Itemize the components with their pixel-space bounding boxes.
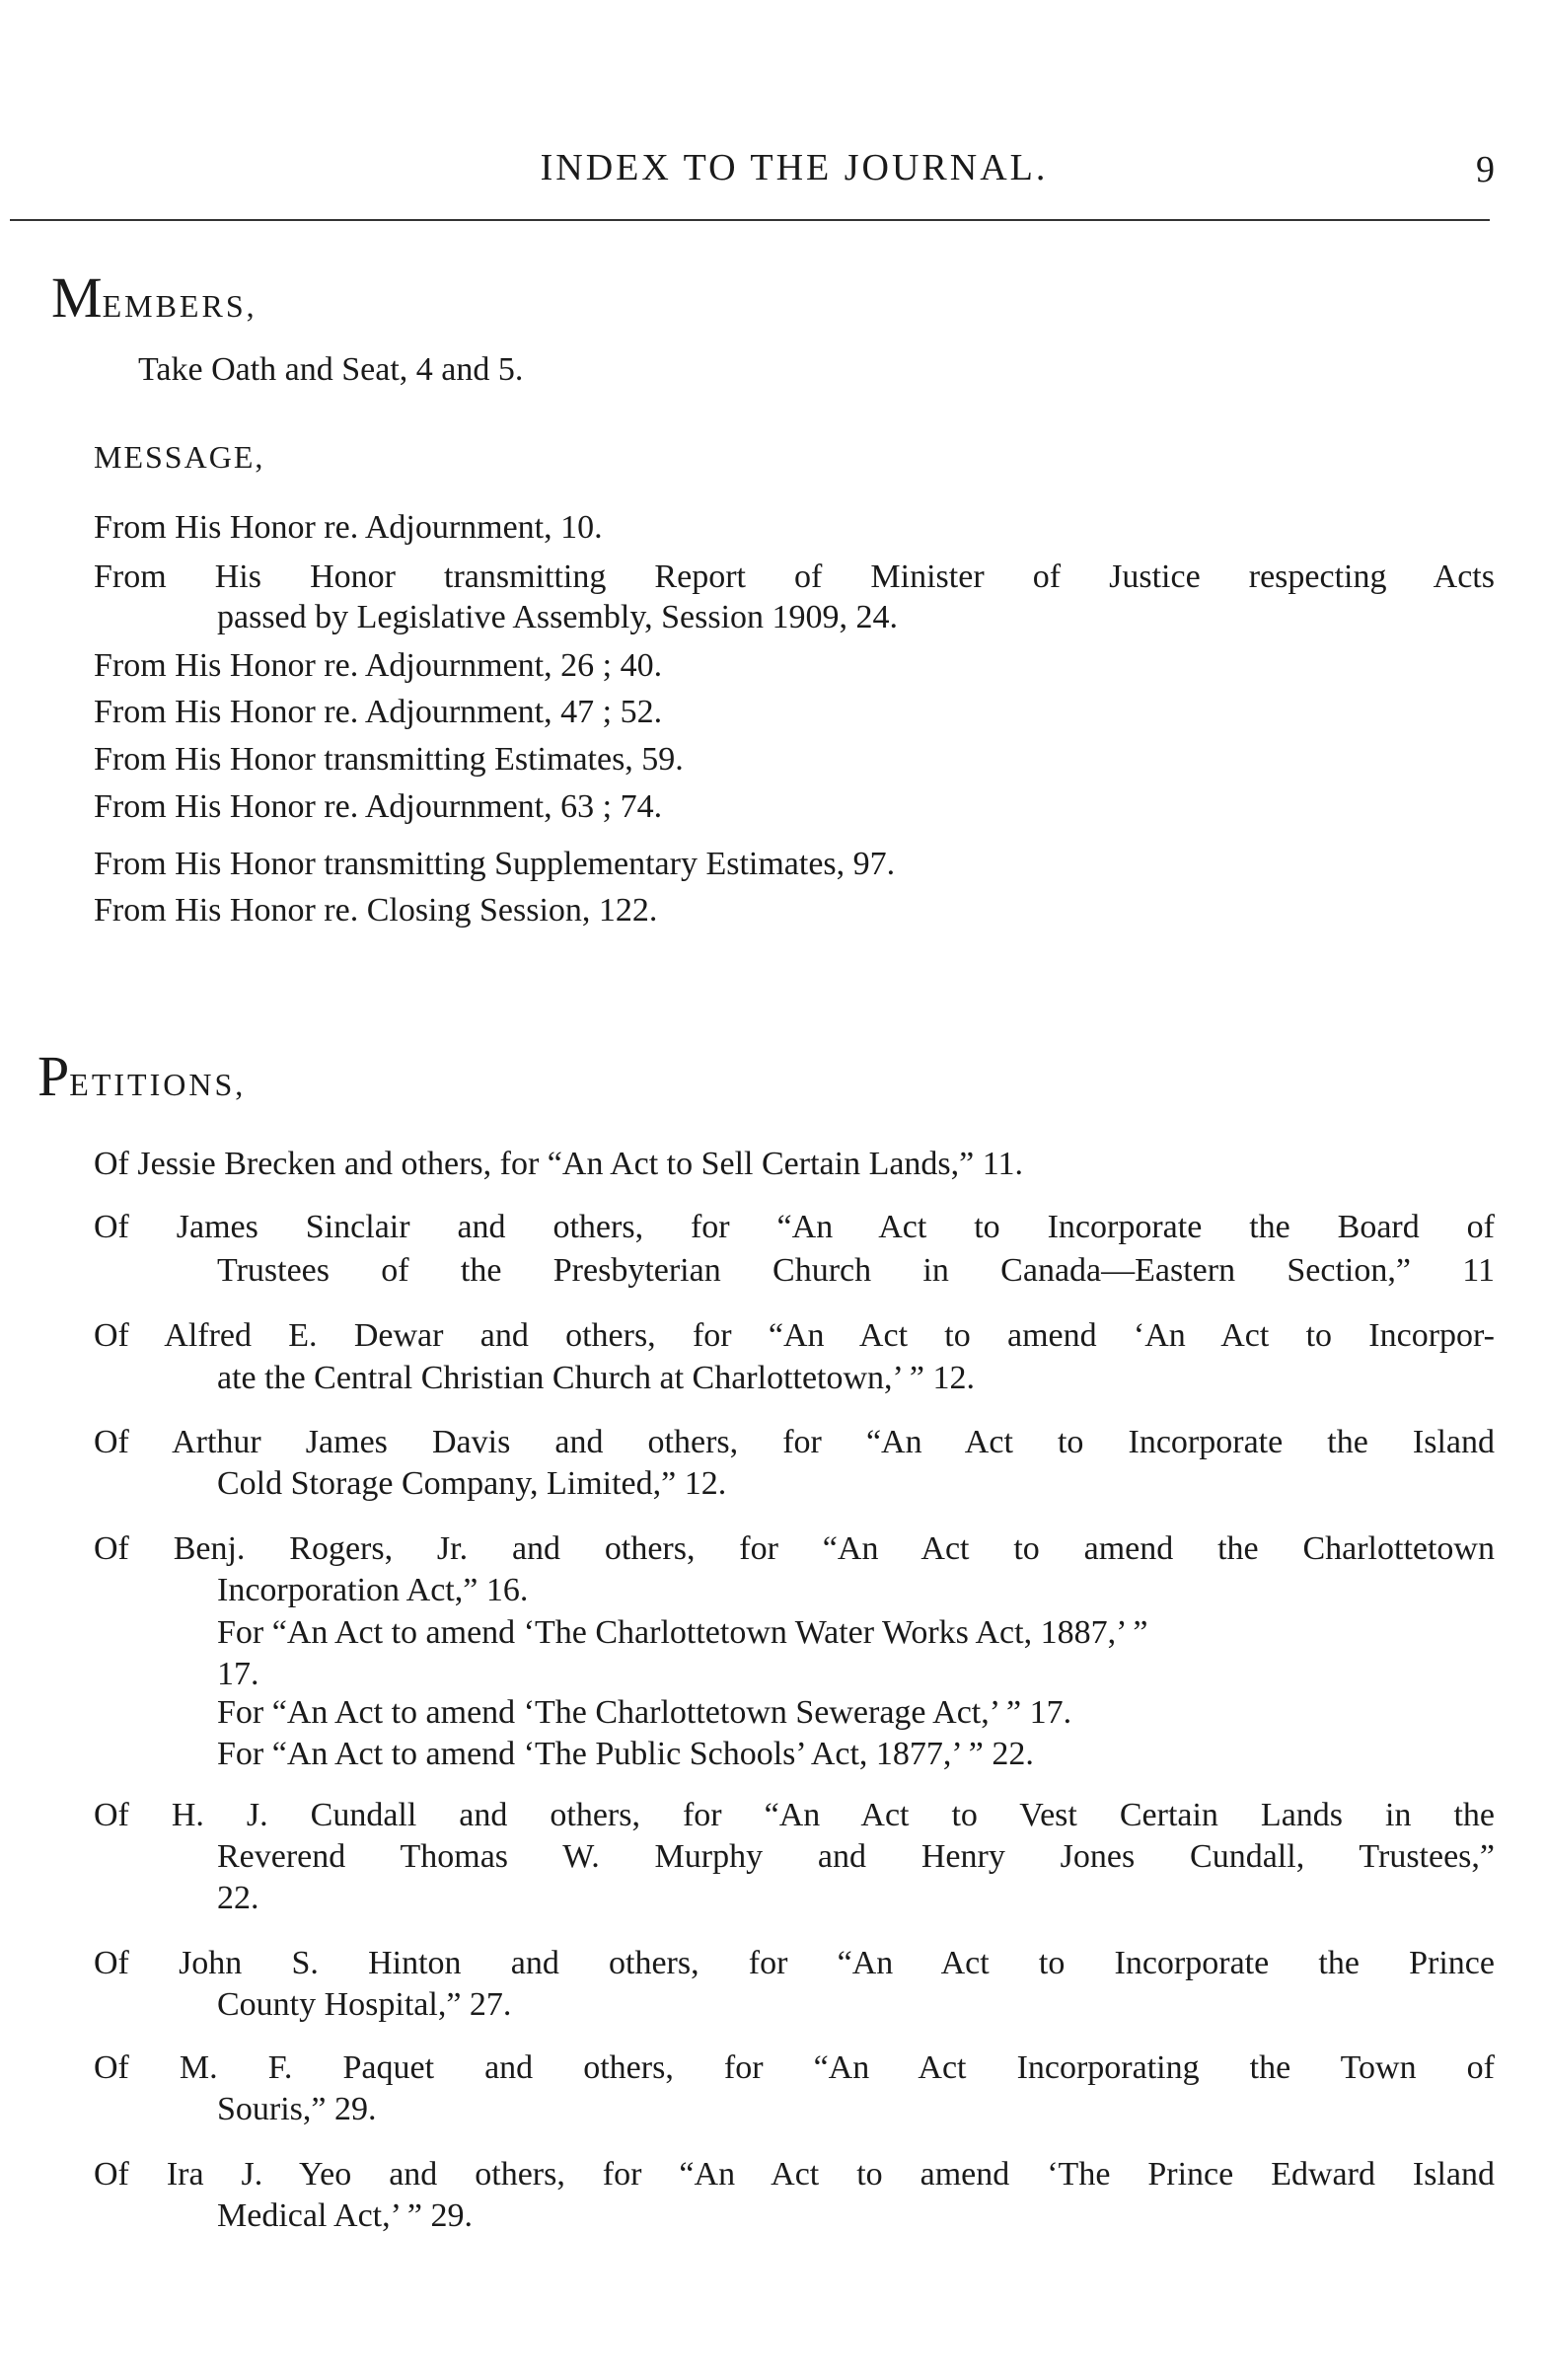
petition-entry: Of Alfred E. Dewar and others, for “An Act to amend ‘An Act to Incorpor- [94, 1317, 1495, 1354]
page-number: 9 [1476, 149, 1495, 190]
page-title: INDEX TO THE JOURNAL. [540, 147, 1049, 188]
page-header [94, 146, 1495, 195]
petitions-heading [37, 1043, 246, 1109]
petition-entry: Of Ira J. Yeo and others, for “An Act to amend ‘The Prince Edward Island [94, 2156, 1495, 2193]
members-heading-rest: EMBERS, [102, 288, 258, 324]
petition-entry: Of John S. Hinton and others, for “An Act to Incorporate the Prince [94, 1945, 1495, 1981]
petitions-heading-rest: ETITIONS, [69, 1067, 247, 1102]
petition-subentry: For “An Act to amend ‘The Charlottetown Sewerage Act,’ ” 17. [217, 1694, 1072, 1731]
petition-entry-continuation: Cold Storage Company, Limited,” 12. [217, 1465, 727, 1502]
petition-entry: Of Benj. Rogers, Jr. and others, for “An Act to amend the Charlottetown [94, 1530, 1495, 1567]
petition-subentry-continuation: 17. [217, 1656, 259, 1692]
header-rule [10, 219, 1490, 221]
petitions-initial: P [37, 1044, 70, 1108]
message-entry: From His Honor transmitting Supplementary Estimates, 97. [94, 846, 896, 882]
petition-entry-continuation: Reverend Thomas W. Murphy and Henry Jones Cundall, Trustees,” [217, 1838, 1495, 1875]
message-entry: From His Honor transmitting Report of Minister of Justice respecting Acts [94, 558, 1495, 595]
petition-entry: Of Jessie Brecken and others, for “An Act to Sell Certain Lands,” 11. [94, 1146, 1023, 1182]
petition-entry: Of M. F. Paquet and others, for “An Act Incorporating the Town of [94, 2049, 1495, 2086]
members-entry: Take Oath and Seat, 4 and 5. [138, 351, 524, 388]
petition-entry: Of James Sinclair and others, for “An Act to Incorporate the Board of [94, 1209, 1495, 1245]
message-entry: From His Honor re. Adjournment, 10. [94, 509, 603, 546]
petition-subentry: For “An Act to amend ‘The Charlottetown Water Works Act, 1887,’ ” [217, 1614, 1148, 1651]
message-entry: From His Honor re. Adjournment, 26 ; 40. [94, 647, 663, 684]
petition-entry-continuation: 22. [217, 1880, 259, 1916]
petition-entry-continuation: Medical Act,’ ” 29. [217, 2197, 474, 2234]
message-entry: From His Honor re. Adjournment, 47 ; 52. [94, 694, 663, 730]
petition-entry-continuation: Trustees of the Presbyterian Church in Canada—Eastern Section,” 11 [217, 1252, 1495, 1289]
message-entry: From His Honor re. Closing Session, 122. [94, 892, 658, 929]
message-entry: From His Honor re. Adjournment, 63 ; 74. [94, 788, 663, 825]
message-heading: MESSAGE, [94, 439, 265, 475]
petition-entry: Of Arthur James Davis and others, for “An Act to Incorporate the Island [94, 1424, 1495, 1460]
petition-entry-continuation: County Hospital,” 27. [217, 1986, 512, 2023]
members-heading [51, 264, 258, 331]
petition-entry: Of H. J. Cundall and others, for “An Act to Vest Certain Lands in the [94, 1797, 1495, 1833]
message-entry-continuation: passed by Legislative Assembly, Session 1909, 24. [217, 599, 899, 635]
petition-entry-continuation: Incorporation Act,” 16. [217, 1572, 529, 1608]
petition-entry-continuation: Souris,” 29. [217, 2091, 377, 2127]
petition-entry-continuation: ate the Central Christian Church at Charlottetown,’ ” 12. [217, 1360, 975, 1396]
message-entry: From His Honor transmitting Estimates, 59. [94, 741, 684, 778]
members-initial: M [51, 265, 103, 330]
petition-subentry: For “An Act to amend ‘The Public Schools’ Act, 1877,’ ” 22. [217, 1736, 1034, 1772]
